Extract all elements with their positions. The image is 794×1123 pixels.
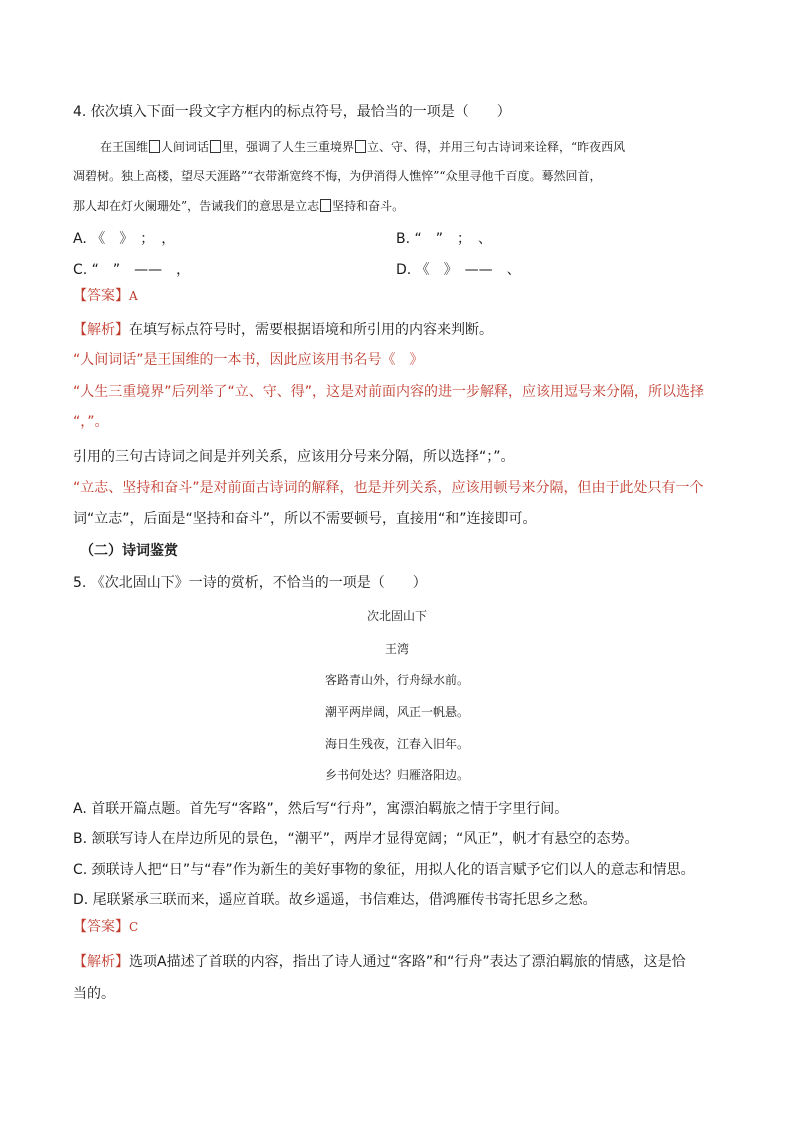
- answer-value: A: [129, 289, 138, 303]
- q4-analysis-line-4: “，”。: [73, 414, 109, 430]
- q4-stem: 4. 依次填入下面一段文字方框内的标点符号，最恰当的一项是（ ）: [73, 104, 511, 120]
- q4-paragraph-line-1: [100, 137, 625, 157]
- q4-analysis-line-2: “人间词话”是王国维的一本书，因此应该用书名号《 》: [73, 352, 424, 368]
- q4-paragraph-line-2: 凋碧树。独上高楼，望尽天涯路”“衣带渐宽终不悔，为伊消得人憔悴”“众里寻他千百度。蓦然回首，: [73, 169, 602, 183]
- q4-para-text: 立、守、得，并用三句古诗词来诠释，“昨夜西风: [367, 140, 626, 154]
- q4-para-text: 里，强调了人生三重境界: [222, 140, 355, 154]
- q4-option-d: D. 《 》 —— 、: [396, 262, 521, 278]
- answer-label: 【答案】: [73, 288, 129, 304]
- q4-analysis-line-1: [73, 320, 493, 340]
- blank-box: [320, 199, 331, 212]
- analysis-label: 【解析】: [73, 322, 129, 338]
- poem-line: 海日生残夜，江春入旧年。: [324, 737, 469, 751]
- answer-value: C: [129, 920, 139, 934]
- q5-option-b: B. 颔联写诗人在岸边所见的景色，“潮平”，两岸才显得宽阔；“风正”，帆才有悬空的态势。: [73, 831, 639, 847]
- q4-option-c: C. “ ” —— ，: [73, 262, 191, 278]
- analysis-label: 【解析】: [73, 954, 129, 970]
- q4-para-text: 人间词话: [161, 140, 210, 154]
- poem-line: 乡书何处达？归雁洛阳边。: [324, 768, 469, 782]
- blank-box: [210, 140, 221, 153]
- q5-option-d: D. 尾联紧承三联而来，遥应首联。故乡遥遥，书信难达，借鸿雁传书寄托思乡之愁。: [73, 892, 597, 908]
- q4-analysis-line-6: “立志、坚持和奋斗”是对前面古诗词的解释，也是并列关系，应该用顿号来分隔，但由于此处只有一个: [73, 480, 704, 496]
- analysis-text: 选项A描述了首联的内容，指出了诗人通过“客路”和“行舟”表达了漂泊羁旅的情感，这是恰: [129, 954, 686, 970]
- q4-analysis-line-5: 引用的三句古诗词之间是并列关系，应该用分号来分隔，所以选择“；”。: [73, 449, 515, 465]
- blank-box: [355, 140, 366, 153]
- q4-para-text: 坚持和奋斗。: [332, 199, 405, 213]
- q4-analysis-line-3: “人生三重境界”后列举了“立、守、得”，这是对前面内容的进一步解释，应该用逗号来分隔，所以选择: [73, 384, 705, 400]
- section-heading: （二）诗词鉴赏: [80, 543, 178, 559]
- q5-option-a: A. 首联开篇点题。首先写“客路”，然后写“行舟”，寓漂泊羁旅之情于字里行间。: [73, 801, 569, 817]
- q4-answer: [73, 286, 138, 306]
- poem-line: 潮平两岸阔，风正一帆悬。: [324, 705, 469, 719]
- answer-label: 【答案】: [73, 919, 129, 935]
- q4-option-a: A. 《 》 ； ，: [73, 231, 176, 247]
- q4-paragraph-line-3: [73, 196, 404, 216]
- analysis-text: 在填写标点符号时，需要根据语境和所引用的内容来判断。: [129, 322, 493, 338]
- q5-answer: [73, 917, 138, 937]
- q4-analysis-line-7: 词“立志”，后面是“坚持和奋斗”，所以不需要顿号，直接用“和”连接即可。: [73, 511, 537, 527]
- q5-stem: 5. 《次北固山下》一诗的赏析，不恰当的一项是（ ）: [73, 575, 427, 591]
- q4-para-text: 那人却在灯火阑珊处”，告诫我们的意思是立志: [73, 199, 320, 213]
- poem-line: 客路青山外，行舟绿水前。: [324, 673, 469, 687]
- blank-box: [149, 140, 160, 153]
- q5-analysis-line-2: 当的。: [73, 986, 115, 1002]
- q5-option-c: C. 颈联诗人把“日”与“春”作为新生的美好事物的象征，用拟人化的语言赋予它们以人的意志和情思。: [73, 862, 695, 878]
- q5-analysis-line-1: [73, 952, 686, 972]
- q4-para-text: 在王国维: [100, 140, 149, 154]
- q4-option-b: B. “ ” ； 、: [396, 231, 493, 247]
- poem-author: 王湾: [384, 642, 409, 656]
- poem-title: 次北固山下: [366, 609, 427, 623]
